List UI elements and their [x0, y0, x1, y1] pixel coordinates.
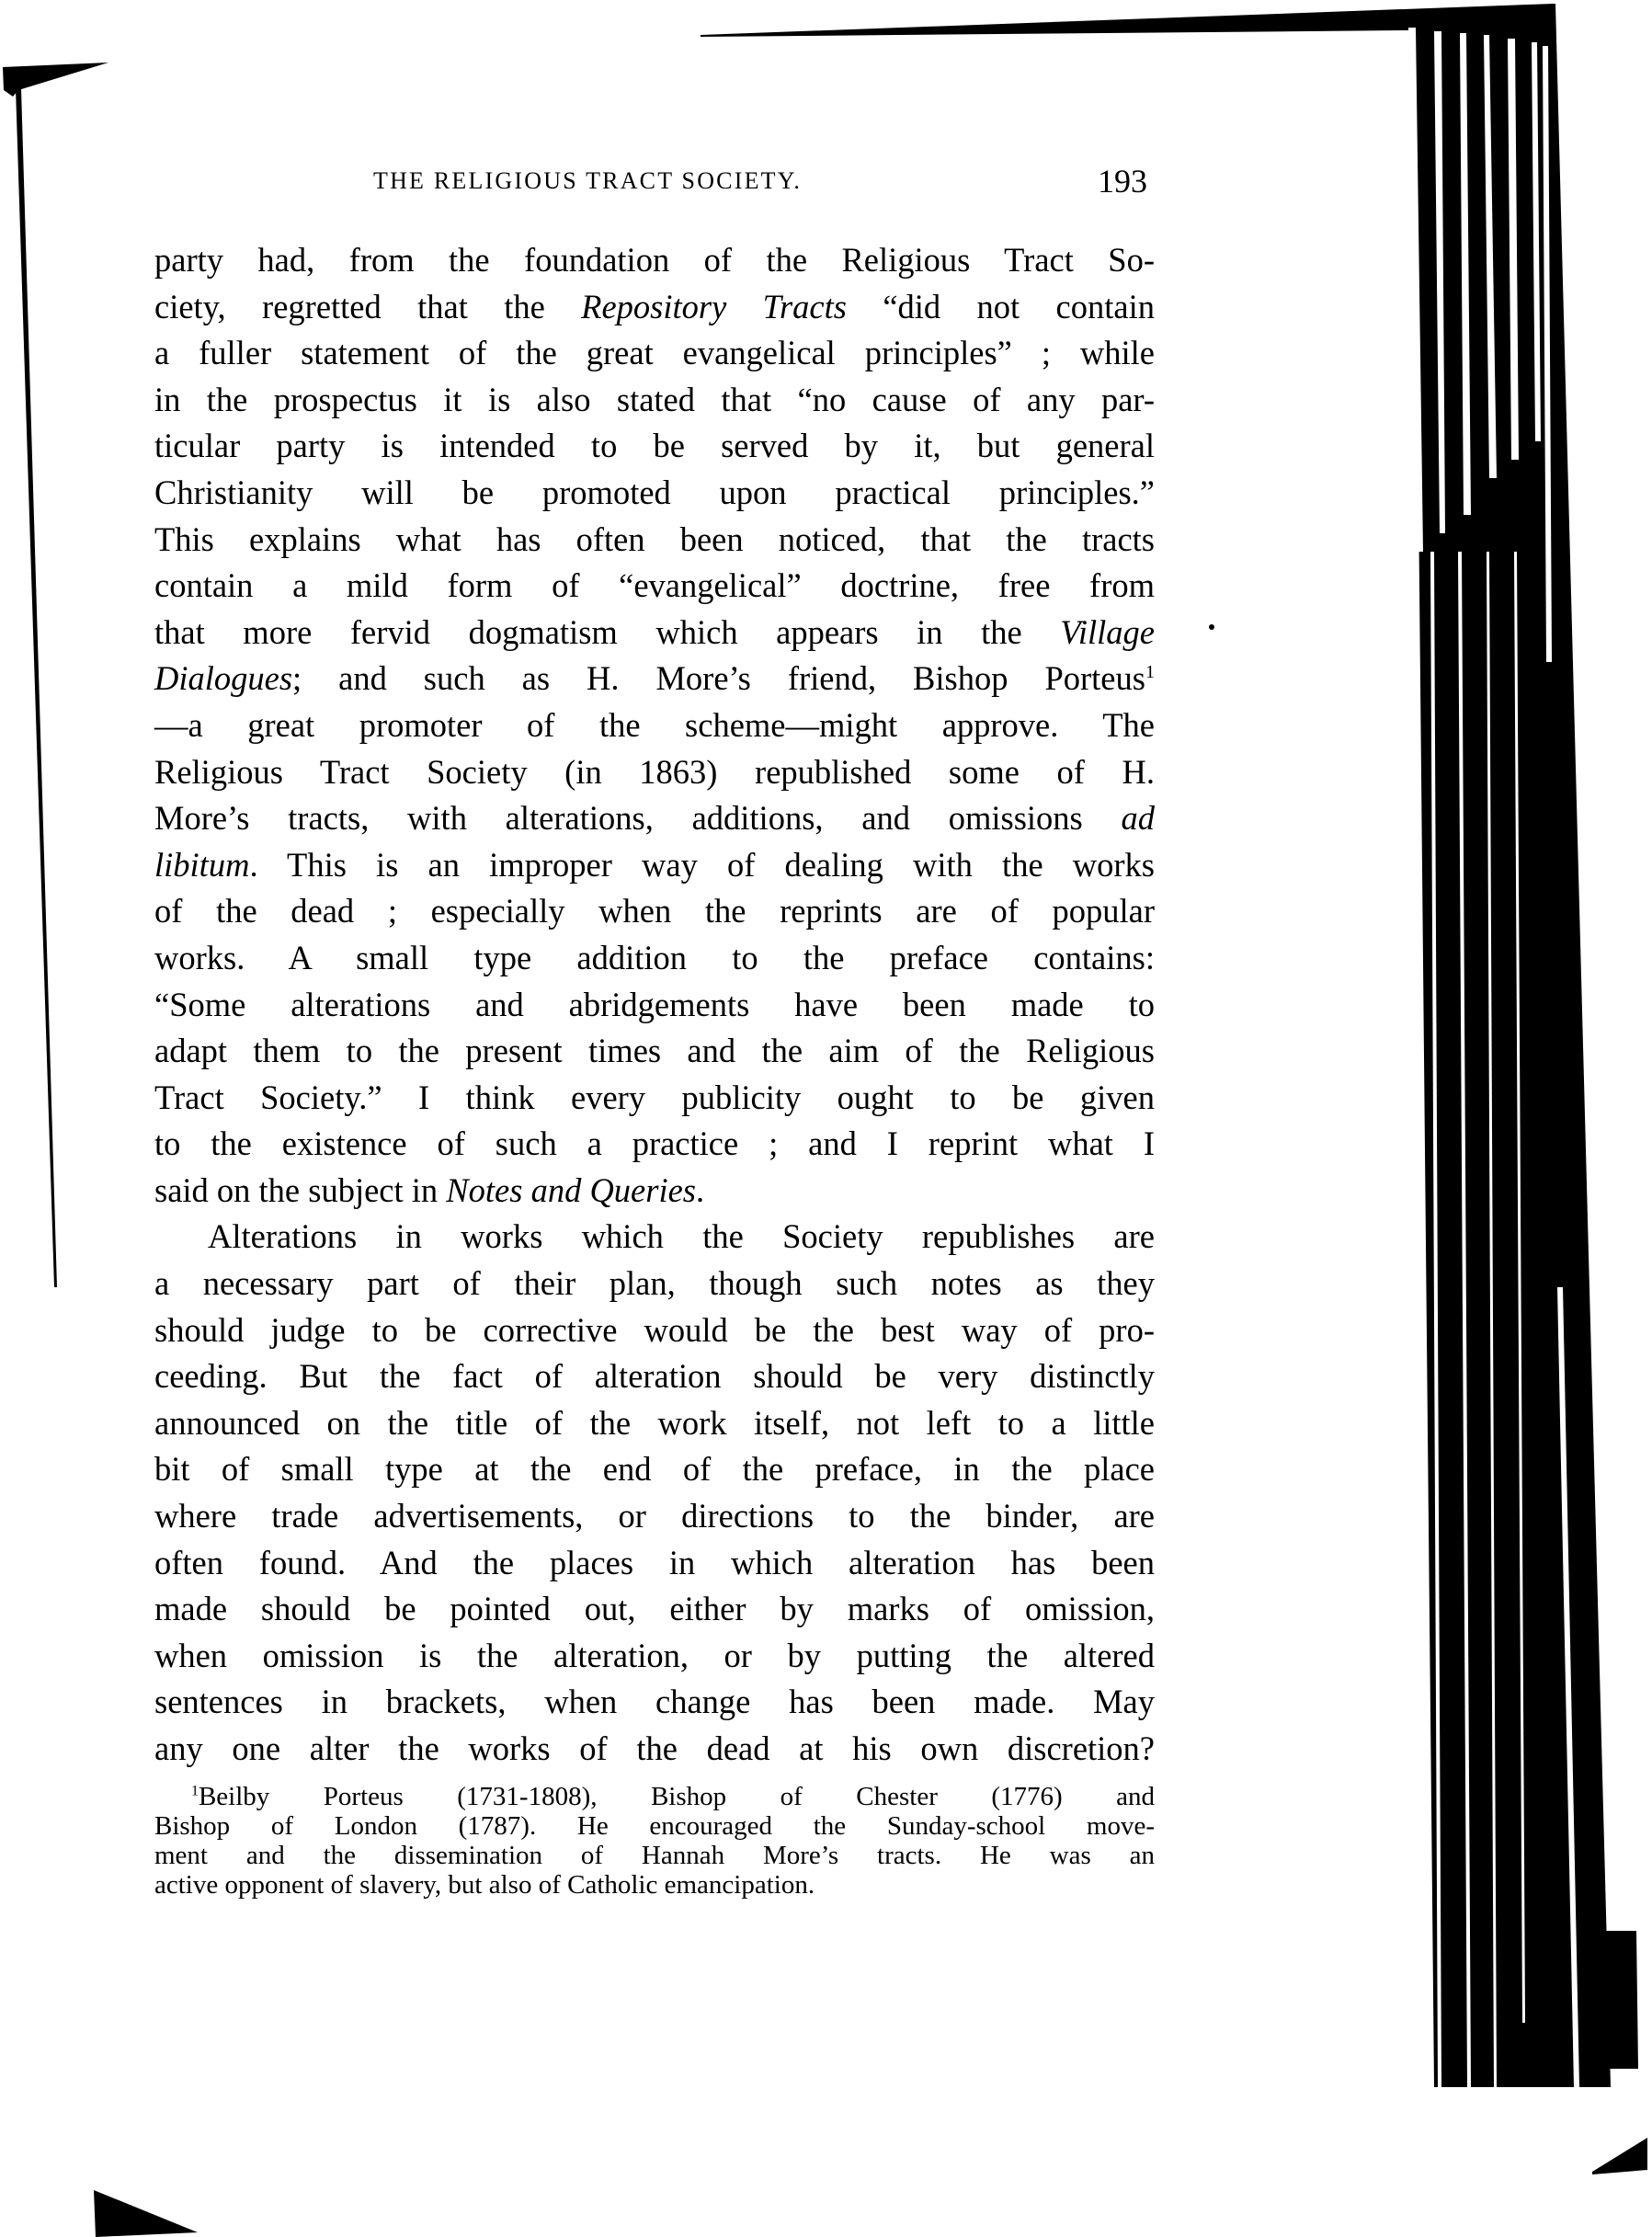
- text-run: that more fervid dogmatism which appears in the: [154, 612, 1061, 651]
- top-page-edge: [701, 4, 1555, 37]
- text-line: —a great promoter of the scheme—might approve. The: [154, 705, 1155, 744]
- italic-ad: ad: [1121, 799, 1155, 838]
- italic-title-village: Village: [1060, 612, 1155, 651]
- text-line: where trade advertisements, or directions to the binder, are: [154, 1497, 1155, 1535]
- book-page: [154, 156, 1155, 1900]
- text-line: [154, 795, 1155, 842]
- text-run: ; and such as H. More’s friend, Bishop Porteus: [292, 659, 1145, 698]
- text-run: ciety, regretted that the: [154, 287, 582, 325]
- text-line: often found. And the places in which alteration has been: [154, 1543, 1155, 1581]
- paragraph-2: [154, 1214, 1155, 1772]
- text-run: . This is an improper way of dealing with the works: [249, 845, 1155, 884]
- text-line: made should be pointed out, either by marks of omission,: [154, 1590, 1155, 1628]
- text-line: Christianity will be promoted upon practical principles.”: [154, 473, 1155, 511]
- text-line: ceeding. But the fact of alteration should be very distinctly: [154, 1357, 1155, 1396]
- body-text: [154, 237, 1155, 1773]
- text-line: [154, 842, 1155, 889]
- text-line: should judge to be corrective would be the best way of pro-: [154, 1310, 1155, 1349]
- left-page-edge: [16, 88, 57, 1287]
- footnote-line: ment and the dissemination of Hannah More’s tracts. He was an: [154, 1840, 1155, 1870]
- text-line: ticular party is intended to be served by it, but general: [154, 427, 1155, 465]
- footnote-line: Bishop of London (1787). He encouraged the Sunday-school move-: [154, 1810, 1155, 1841]
- fore-edge-block: [1414, 4, 1611, 2087]
- italic-title-dialogues: Dialogues: [154, 659, 293, 698]
- text-line: to the existence of such a practice ; and I reprint what I: [154, 1124, 1155, 1163]
- text-line: in the prospectus it is also stated that “no cause of any par-: [154, 380, 1155, 418]
- text-line: a fuller statement of the great evangelical principles” ; while: [154, 334, 1155, 372]
- running-title: THE RELIGIOUS TRACT SOCIETY.: [373, 167, 803, 194]
- footnote: [154, 1782, 1155, 1900]
- text-run: “did not contain: [846, 287, 1155, 325]
- footnote-line: [154, 1782, 1155, 1811]
- italic-title-repository-tracts: Repository Tracts: [581, 287, 847, 325]
- footnote-reference[interactable]: 1: [1145, 662, 1155, 683]
- text-line: announced on the title of the work itself, not left to a little: [154, 1403, 1155, 1442]
- footnote-marker: 1: [191, 1782, 199, 1798]
- page-number: 193: [1098, 163, 1147, 200]
- text-line: This explains what has often been noticed, that the tracts: [154, 519, 1155, 558]
- text-run: More’s tracts, with alterations, additions, and omissions: [154, 799, 1122, 838]
- text-line: “Some alterations and abridgements have been made to: [154, 985, 1155, 1023]
- text-line: when omission is the alteration, or by putting the altered: [154, 1636, 1155, 1674]
- text-line: [154, 656, 1155, 702]
- bottom-right-corner-mark: [1592, 2138, 1647, 2174]
- text-line: party had, from the foundation of the Religious Tract So-: [154, 241, 1155, 279]
- text-line: any one alter the works of the dead at his own discretion?: [154, 1729, 1155, 1767]
- text-run: .: [696, 1170, 705, 1209]
- text-line: Alterations in works which the Society republishes are: [208, 1217, 1155, 1256]
- italic-libitum: libitum: [154, 845, 250, 884]
- text-line: [154, 610, 1155, 656]
- footnote-line: active opponent of slavery, but also of Catholic emancipation.: [154, 1869, 815, 1900]
- text-line: [154, 1168, 1155, 1215]
- text-line: adapt them to the present times and the aim of the Religious: [154, 1032, 1155, 1070]
- fore-edge-tab: [1581, 1931, 1638, 2069]
- text-line: a necessary part of their plan, though such notes as they: [154, 1264, 1155, 1303]
- text-run: Beilby Porteus (1731-1808), Bishop of Chester (1776) and: [198, 1781, 1155, 1811]
- paragraph-1: [154, 237, 1155, 1214]
- stray-dot: [1209, 624, 1214, 630]
- text-line: works. A small type addition to the preface contains:: [154, 938, 1155, 976]
- text-line: sentences in brackets, when change has been made. May: [154, 1683, 1155, 1721]
- text-line: contain a mild form of “evangelical” doctrine, free from: [154, 566, 1155, 605]
- text-run: said on the subject in: [154, 1170, 447, 1209]
- text-line: [154, 284, 1155, 331]
- text-line: Religious Tract Society (in 1863) republished some of H.: [154, 752, 1155, 791]
- bottom-left-corner-mark: [94, 2190, 198, 2237]
- text-line: Tract Society.” I think every publicity ought to be given: [154, 1078, 1155, 1116]
- text-line: of the dead ; especially when the reprints are of popular: [154, 892, 1155, 930]
- fore-edge-stripes: [1408, 28, 1579, 2087]
- running-head: [154, 156, 1155, 211]
- top-left-corner-mark: [3, 63, 108, 97]
- italic-title-notes-and-queries: Notes and Queries: [446, 1170, 696, 1209]
- text-line: bit of small type at the end of the preface, in the place: [154, 1450, 1155, 1489]
